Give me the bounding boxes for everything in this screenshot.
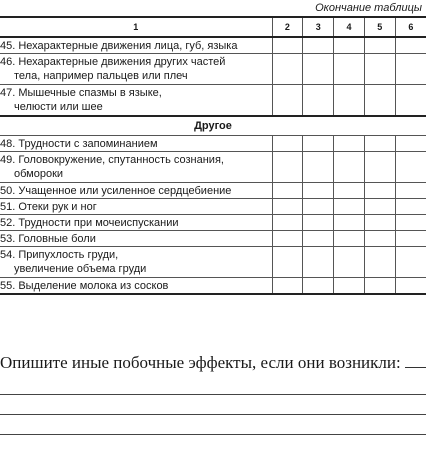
symptom-45: [0, 37, 272, 54]
symptom-50: [0, 183, 272, 199]
mark-cell[interactable]: [364, 247, 395, 278]
table-row: [0, 85, 426, 117]
mark-cell[interactable]: [334, 54, 365, 85]
mark-cell[interactable]: [334, 37, 365, 54]
answer-line[interactable]: [0, 434, 426, 435]
mark-cell[interactable]: [303, 136, 334, 152]
mark-cell[interactable]: [272, 183, 303, 199]
mark-cell[interactable]: [395, 215, 426, 231]
mark-cell[interactable]: [303, 247, 334, 278]
mark-cell[interactable]: [395, 152, 426, 183]
mark-cell[interactable]: [303, 54, 334, 85]
mark-cell[interactable]: [334, 136, 365, 152]
symptom-text: 55. Выделение молока из сосков: [0, 279, 169, 292]
column-header-6: 6: [395, 17, 426, 37]
mark-cell[interactable]: [364, 54, 395, 85]
mark-cell[interactable]: [303, 215, 334, 231]
other-effects-text: Опишите иные побочные эффекты, если они возникли:: [0, 353, 401, 372]
column-header-4: 4: [334, 17, 365, 37]
symptom-53: [0, 231, 272, 247]
mark-cell[interactable]: [364, 199, 395, 215]
symptom-text: 46. Нехарактерные движения других частей: [0, 56, 226, 68]
mark-cell[interactable]: [272, 152, 303, 183]
mark-cell[interactable]: [303, 231, 334, 247]
symptom-51: [0, 199, 272, 215]
mark-cell[interactable]: [303, 199, 334, 215]
table-row: [0, 183, 426, 199]
mark-cell[interactable]: [272, 215, 303, 231]
mark-cell[interactable]: [395, 247, 426, 278]
mark-cell[interactable]: [334, 152, 365, 183]
mark-cell[interactable]: [272, 231, 303, 247]
mark-cell[interactable]: [334, 247, 365, 278]
symptom-text: 48. Трудности с запоминанием: [0, 137, 158, 150]
section-row: [0, 116, 426, 136]
section-title: Другое: [0, 116, 426, 136]
mark-cell[interactable]: [272, 54, 303, 85]
mark-cell[interactable]: [395, 199, 426, 215]
mark-cell[interactable]: [303, 183, 334, 199]
table-row: [0, 278, 426, 295]
continuation-label: Окончание таблицы: [315, 2, 422, 14]
table-row: [0, 136, 426, 152]
mark-cell[interactable]: [303, 278, 334, 295]
mark-cell[interactable]: [395, 37, 426, 54]
header-row: [0, 17, 426, 37]
symptom-text: 51. Отеки рук и ног: [0, 200, 97, 213]
symptom-55: [0, 278, 272, 295]
symptom-54: [0, 247, 272, 278]
answer-blank[interactable]: [405, 366, 426, 368]
column-header-5: 5: [364, 17, 395, 37]
mark-cell[interactable]: [395, 136, 426, 152]
mark-cell[interactable]: [303, 152, 334, 183]
answer-line[interactable]: [0, 414, 426, 415]
symptom-48: [0, 136, 272, 152]
mark-cell[interactable]: [364, 37, 395, 54]
column-header-2: 2: [272, 17, 303, 37]
symptom-text-continued: обмороки: [14, 168, 64, 180]
mark-cell[interactable]: [395, 231, 426, 247]
side-effects-table: [0, 16, 426, 295]
mark-cell[interactable]: [334, 215, 365, 231]
mark-cell[interactable]: [395, 54, 426, 85]
symptom-text: 52. Трудности при мочеиспускании: [0, 216, 179, 229]
mark-cell[interactable]: [334, 85, 365, 117]
symptom-text-continued: увеличение объема груди: [14, 263, 147, 275]
mark-cell[interactable]: [272, 199, 303, 215]
symptom-49: [0, 152, 272, 183]
mark-cell[interactable]: [395, 85, 426, 117]
symptom-text: 54. Припухлость груди,: [0, 249, 119, 261]
mark-cell[interactable]: [334, 278, 365, 295]
other-effects-prompt: [0, 352, 426, 374]
mark-cell[interactable]: [395, 278, 426, 295]
mark-cell[interactable]: [272, 85, 303, 117]
mark-cell[interactable]: [272, 37, 303, 54]
mark-cell[interactable]: [364, 183, 395, 199]
table-row: [0, 231, 426, 247]
symptom-52: [0, 215, 272, 231]
mark-cell[interactable]: [272, 136, 303, 152]
column-header-1: 1: [0, 17, 272, 37]
table-row: [0, 152, 426, 183]
symptom-47: [0, 85, 272, 117]
mark-cell[interactable]: [272, 247, 303, 278]
symptom-text: 45. Нехарактерные движения лица, губ, языка: [0, 39, 238, 52]
symptom-text: 47. Мышечные спазмы в языке,: [0, 87, 162, 99]
mark-cell[interactable]: [364, 215, 395, 231]
mark-cell[interactable]: [364, 278, 395, 295]
symptom-text: 50. Учащенное или усиленное сердцебиение: [0, 184, 232, 197]
mark-cell[interactable]: [364, 152, 395, 183]
mark-cell[interactable]: [303, 85, 334, 117]
mark-cell[interactable]: [334, 231, 365, 247]
mark-cell[interactable]: [364, 136, 395, 152]
table-row: [0, 199, 426, 215]
mark-cell[interactable]: [395, 183, 426, 199]
mark-cell[interactable]: [334, 199, 365, 215]
answer-line[interactable]: [0, 394, 426, 395]
mark-cell[interactable]: [334, 183, 365, 199]
symptom-46: [0, 54, 272, 85]
table-row: [0, 215, 426, 231]
table-row: [0, 247, 426, 278]
mark-cell[interactable]: [364, 231, 395, 247]
table-row: [0, 54, 426, 85]
symptom-text: 53. Головные боли: [0, 232, 96, 245]
mark-cell[interactable]: [364, 85, 395, 117]
symptom-text-continued: челюсти или шее: [14, 101, 103, 113]
mark-cell[interactable]: [303, 37, 334, 54]
symptom-text: 49. Головокружение, спутанность сознания,: [0, 154, 224, 166]
column-header-3: 3: [303, 17, 334, 37]
table-row: [0, 37, 426, 54]
symptom-text-continued: тела, например пальцев или плеч: [14, 70, 188, 82]
mark-cell[interactable]: [272, 278, 303, 295]
